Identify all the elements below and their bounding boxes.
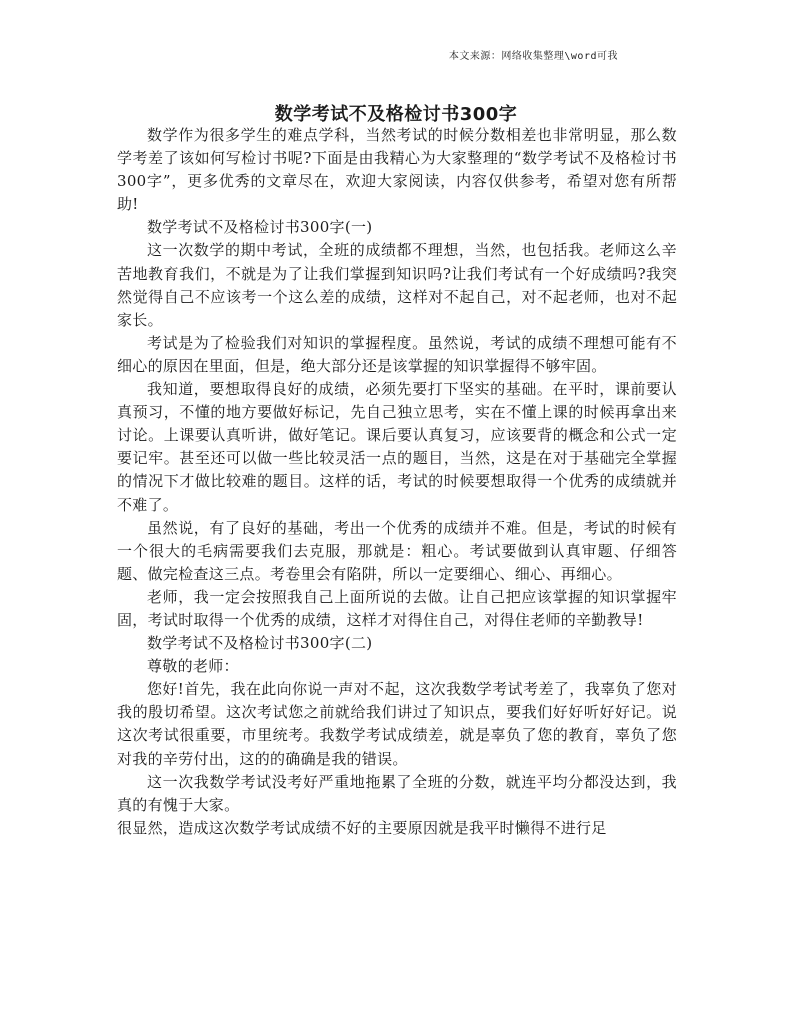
paragraph-intro: 数学作为很多学生的难点学科，当然考试的时候分数相差也非常明显，那么数学考差了该如何写检讨书呢?下面是由我精心为大家整理的“数学考试不及格检讨书300字”，更多优秀的文章尽在，欢迎大家阅读，内容仅供参考，希望对您有所帮助! xyxy=(117,126,677,214)
paragraph: 这一次数学的期中考试，全班的成绩都不理想，当然，也包括我。老师这么辛苦地教育我们，不就是为了让我们掌握到知识吗?让我们考试有一个好成绩吗?我突然觉得自己不应该考一个这么差的成绩，这样对不起自己，对不起老师，也对不起家长。 xyxy=(117,241,677,329)
paragraph: 我知道，要想取得良好的成绩，必须先要打下坚实的基础。在平时，课前要认真预习，不懂的地方要做好标记，先自己独立思考，实在不懂上课的时候再拿出来讨论。上课要认真听讲，做好笔记。课后要认真复习，应该要背的概念和公式一定要记牢。甚至还可以做一些比较灵活一点的题目，当然，这是在对于基础完全掌握的情况下才做比较难的题目。这样的话，考试的时候要想取得一个优秀的成绩就并不难了。 xyxy=(117,380,677,514)
paragraph: 这一次我数学考试没考好严重地拖累了全班的分数，就连平均分都没达到，我真的有愧于大家。 xyxy=(117,772,677,814)
document-title: 数学考试不及格检讨书300字 xyxy=(274,104,518,125)
salutation: 尊敬的老师： xyxy=(147,657,239,676)
paragraph: 老师，我一定会按照我自己上面所说的去做。让自己把应该掌握的知识掌握牢固，考试时取得一个优秀的成绩，这样才对得住自己，对得住老师的辛勤教导! xyxy=(117,587,677,629)
section-heading-2: 数学考试不及格检讨书300字(二) xyxy=(147,634,373,653)
document-body xyxy=(117,124,677,840)
paragraph: 虽然说，有了良好的基础，考出一个优秀的成绩并不难。但是，考试的时候有一个很大的毛病需要我们去克服，那就是：粗心。考试要做到认真审题、仔细答题、做完检查这三点。考卷里会有陷阱，所以一定要细心、细心、再细心。 xyxy=(117,518,677,583)
paragraph: 您好!首先，我在此向你说一声对不起，这次我数学考试考差了，我辜负了您对我的殷切希望。这次考试您之前就给我们讲过了知识点，要我们好好听好好记。说这次考试很重要，市里统考。我数学考试成绩差，就是辜负了您的教育，辜负了您对我的辛劳付出，这的的确确是我的错误。 xyxy=(117,680,677,768)
source-note: 本文来源：网络收集整理\word可我 xyxy=(448,51,618,62)
paragraph: 考试是为了检验我们对知识的掌握程度。虽然说，考试的成绩不理想可能有不细心的原因在里面，但是，绝大部分还是该掌握的知识掌握得不够牢固。 xyxy=(117,333,677,375)
paragraph: 很显然，造成这次数学考试成绩不好的主要原因就是我平时懒得不进行足 xyxy=(117,818,607,837)
section-heading-1: 数学考试不及格检讨书300字(一) xyxy=(147,218,373,237)
